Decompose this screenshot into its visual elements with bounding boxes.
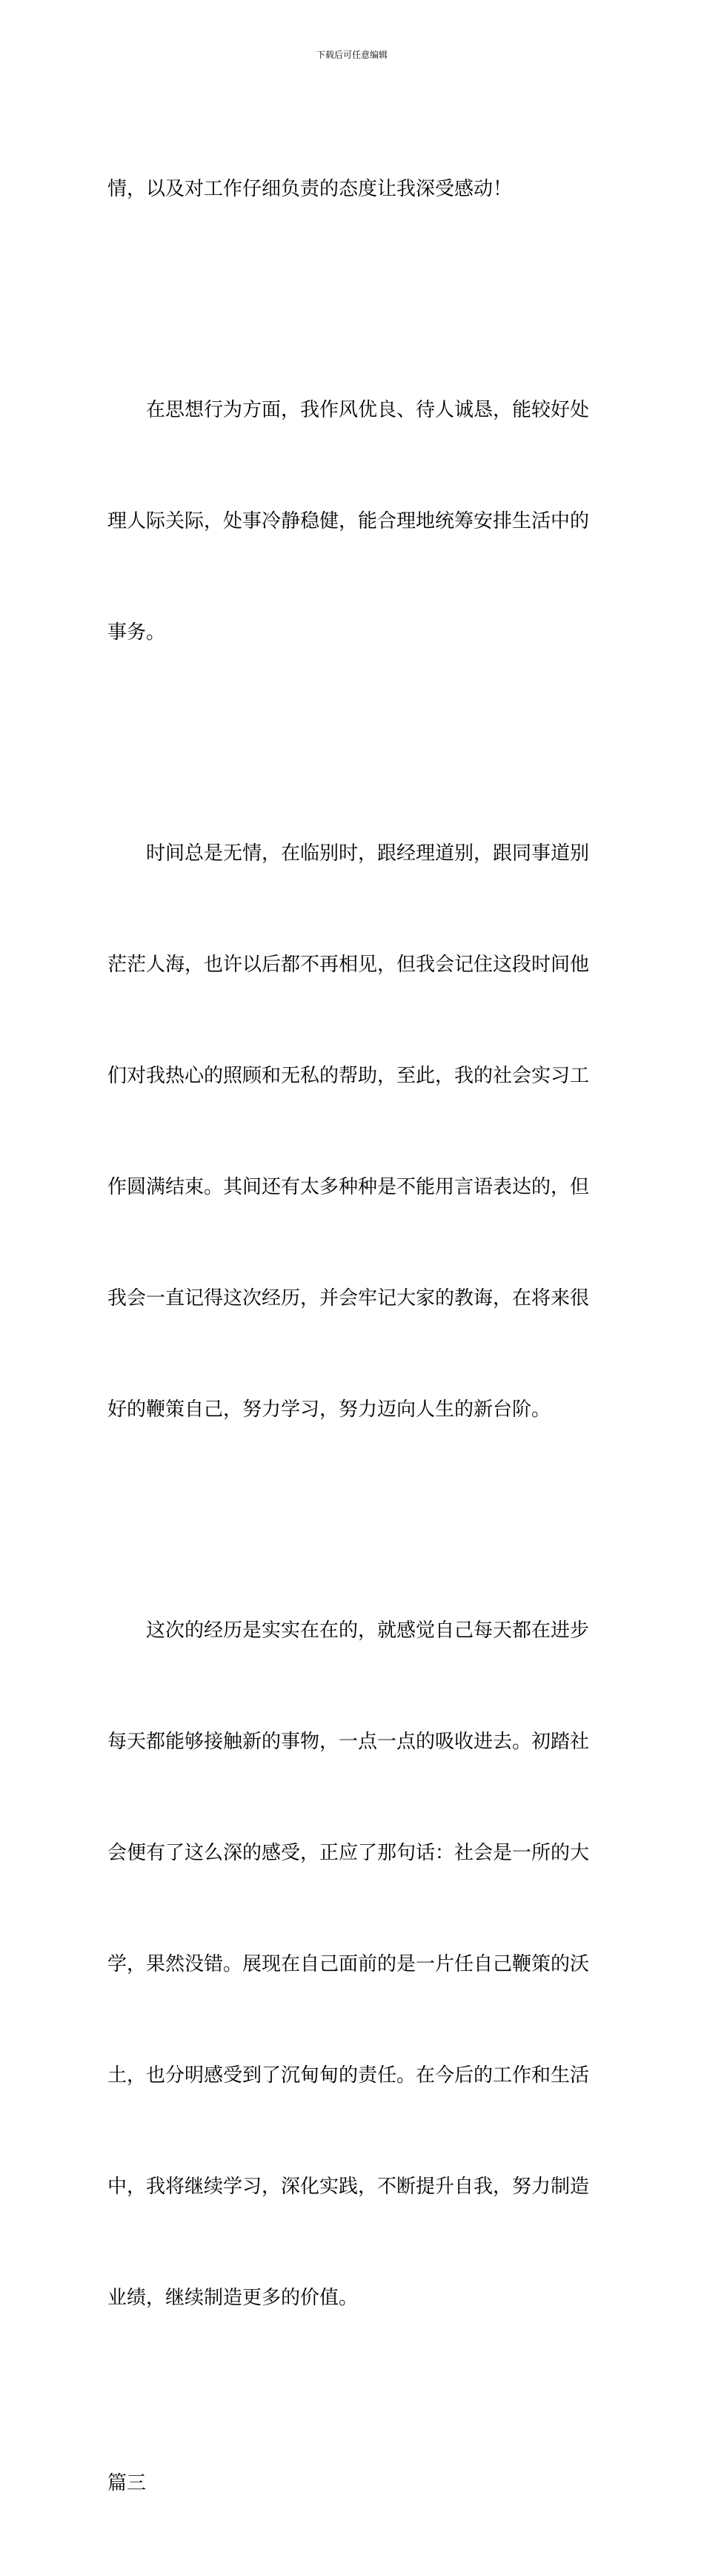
paragraph-farewell	[107, 761, 600, 1502]
text-line: 时间总是无情，在临别时，跟经理道别，跟同事道别	[146, 842, 590, 865]
text-line: 们对我热心的照顾和无私的帮助，至此，我的社会实习工	[107, 1065, 590, 1087]
paragraph-thought-behavior	[107, 317, 600, 725]
text-line: 中，我将继续学习，深化实践，不断提升自我，努力制造	[107, 2176, 590, 2198]
text-line: 土，也分明感受到了沉甸甸的责任。在今后的工作和生活	[107, 2064, 590, 2087]
text-line: 茫茫人海，也许以后都不再相见，但我会记住这段时间他	[107, 954, 590, 976]
text-line: 理人际关际，处事冷静稳健，能合理地统筹安排生活中的	[107, 510, 590, 532]
text-line: 业绩，继续制造更多的价值。	[107, 2287, 359, 2309]
text-line: 作圆满结束。其间还有太多种种是不能用言语表达的，但	[107, 1176, 590, 1198]
text-line: 在思想行为方面，我作风优良、待人诚恳，能较好处	[146, 399, 590, 421]
section-heading	[107, 2391, 600, 2576]
text-line: 会便有了这么深的感受，正应了那句话：社会是一所的大	[107, 1842, 590, 1864]
text-line: 我会一直记得这次经历，并会牢记大家的教诲，在将来很	[107, 1287, 590, 1310]
text-line: 好的鞭策自己，努力学习，努力迈向人生的新台阶。	[107, 1398, 551, 1421]
text-line: 篇三	[107, 2472, 147, 2494]
document-body	[107, 96, 600, 2576]
text-line: 学，果然没错。展现在自己面前的是一片任自己鞭策的沃	[107, 1953, 590, 1975]
paragraph-experience	[107, 1538, 600, 2391]
page-header-note: 下载后可任意编辑	[316, 50, 388, 60]
text-line: 每天都能够接触新的事物，一点一点的吸收进去。初踏社	[107, 1731, 590, 1753]
text-line: 事务。	[107, 621, 166, 644]
text-line: 这次的经历是实实在在的，就感觉自己每天都在进步	[146, 1619, 590, 1642]
paragraph-continuation	[107, 96, 600, 282]
text-line: 情，以及对工作仔细负责的态度让我深受感动！	[107, 178, 513, 200]
